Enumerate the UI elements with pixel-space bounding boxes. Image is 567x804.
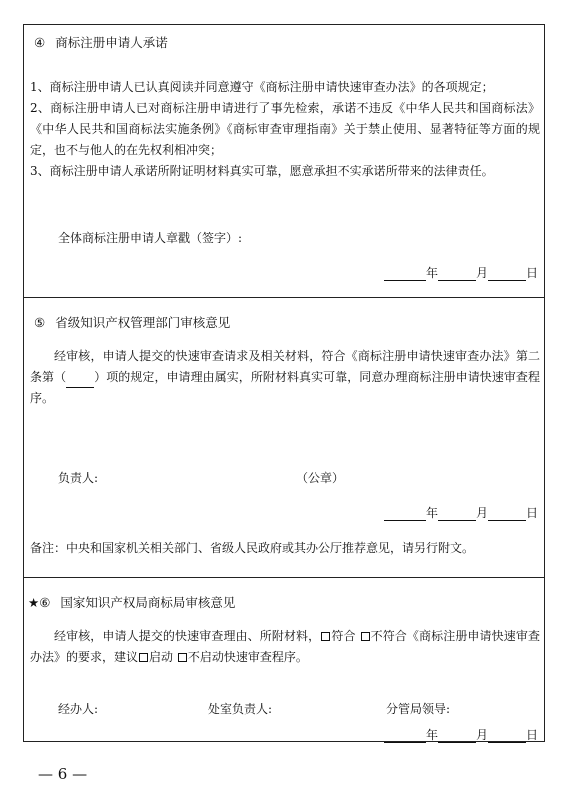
branch-leader-label: 分管局领导: bbox=[386, 702, 451, 716]
section-heading bbox=[34, 35, 168, 51]
section-title: 商标注册申请人承诺 bbox=[55, 35, 168, 50]
comply-option-label: 符合 bbox=[331, 629, 356, 643]
month-blank bbox=[438, 728, 476, 743]
clause-blank bbox=[66, 373, 94, 388]
year-blank bbox=[384, 506, 426, 521]
section-heading bbox=[34, 315, 230, 331]
section-heading bbox=[28, 595, 235, 611]
day-blank bbox=[488, 506, 526, 521]
remark-note: 备注：中央和国家机关相关部门、省级人民政府或其办公厅推荐意见，请另行附文。 bbox=[30, 541, 475, 555]
not-comply-checkbox[interactable] bbox=[361, 632, 370, 641]
official-seal-label: （公章） bbox=[296, 471, 345, 485]
commitment-item-3: 3、商标注册申请人承诺所附证明材料真实可靠，愿意承担不实承诺所带来的法律责任。 bbox=[30, 164, 494, 178]
star-icon: ★ bbox=[28, 595, 40, 610]
commitment-list bbox=[30, 77, 540, 182]
year-label: 年 bbox=[425, 266, 438, 280]
year-blank bbox=[384, 266, 426, 281]
day-blank bbox=[488, 728, 526, 743]
date-line bbox=[384, 727, 538, 743]
month-label: 月 bbox=[475, 728, 488, 742]
date-line bbox=[384, 505, 538, 521]
comply-checkbox[interactable] bbox=[321, 632, 330, 641]
not-comply-option-label: 不符合 bbox=[370, 629, 407, 643]
start-option-label: 启动 bbox=[149, 650, 174, 664]
month-blank bbox=[438, 266, 476, 281]
opinion-text-post: ）项的规定，申请理由属实，所附材料真实可靠，同意办理商标注册申请快速审查程序。 bbox=[30, 370, 540, 405]
handler-label: 经办人: bbox=[58, 702, 99, 716]
section-title: 省级知识产权管理部门审核意见 bbox=[55, 315, 231, 330]
not-start-option-label: 不启动快速审查程序。 bbox=[187, 650, 308, 664]
section-title: 国家知识产权局商标局审核意见 bbox=[60, 595, 236, 610]
section-number: ⑥ bbox=[39, 595, 51, 610]
day-label: 日 bbox=[525, 728, 538, 742]
commitment-item-2: 2、商标注册申请人已对商标注册申请进行了事先检索，承诺不违反《中华人民共和国商标法》《中华人民共和国商标法实施条例》《商标审查审理指南》关于禁止使用、显著特征等方面的规定，也不与他人的在先权利相冲突； bbox=[30, 101, 540, 157]
office-head-label: 处室负责人: bbox=[208, 702, 273, 716]
month-label: 月 bbox=[475, 506, 488, 520]
page-number: — 6 — bbox=[38, 765, 88, 783]
office-text-1: 经审核，申请人提交的快速审查理由、所附材料， bbox=[54, 629, 321, 643]
commitment-item-1: 1、商标注册申请人已认真阅读并同意遵守《商标注册申请快速审查办法》的各项规定； bbox=[30, 80, 494, 94]
date-line bbox=[384, 265, 538, 281]
section-number: ⑤ bbox=[34, 315, 46, 330]
section-number: ④ bbox=[34, 35, 46, 50]
section-applicant-commitment bbox=[24, 25, 544, 298]
not-start-checkbox[interactable] bbox=[178, 653, 187, 662]
month-label: 月 bbox=[475, 266, 488, 280]
section-trademark-office-review bbox=[24, 578, 544, 743]
provincial-opinion-text bbox=[30, 346, 540, 409]
year-blank bbox=[384, 728, 426, 743]
day-label: 日 bbox=[525, 266, 538, 280]
application-form-table bbox=[23, 24, 545, 742]
start-checkbox[interactable] bbox=[139, 653, 148, 662]
day-label: 日 bbox=[525, 506, 538, 520]
office-text-2: 《商标注册申请快速审查办法》的要求，建议 bbox=[30, 629, 540, 664]
opinion-text-pre: 经审核，申请人提交的快速审查请求及相关材料，符合《商标注册申请快速审查办法》第二条第（ bbox=[30, 349, 540, 384]
year-label: 年 bbox=[425, 506, 438, 520]
principal-label: 负责人: bbox=[58, 471, 99, 485]
section-provincial-review bbox=[24, 298, 544, 578]
day-blank bbox=[488, 266, 526, 281]
applicant-seal-label: 全体商标注册申请人章戳（签字）: bbox=[58, 231, 243, 245]
month-blank bbox=[438, 506, 476, 521]
year-label: 年 bbox=[425, 728, 438, 742]
office-opinion-text bbox=[30, 626, 540, 668]
